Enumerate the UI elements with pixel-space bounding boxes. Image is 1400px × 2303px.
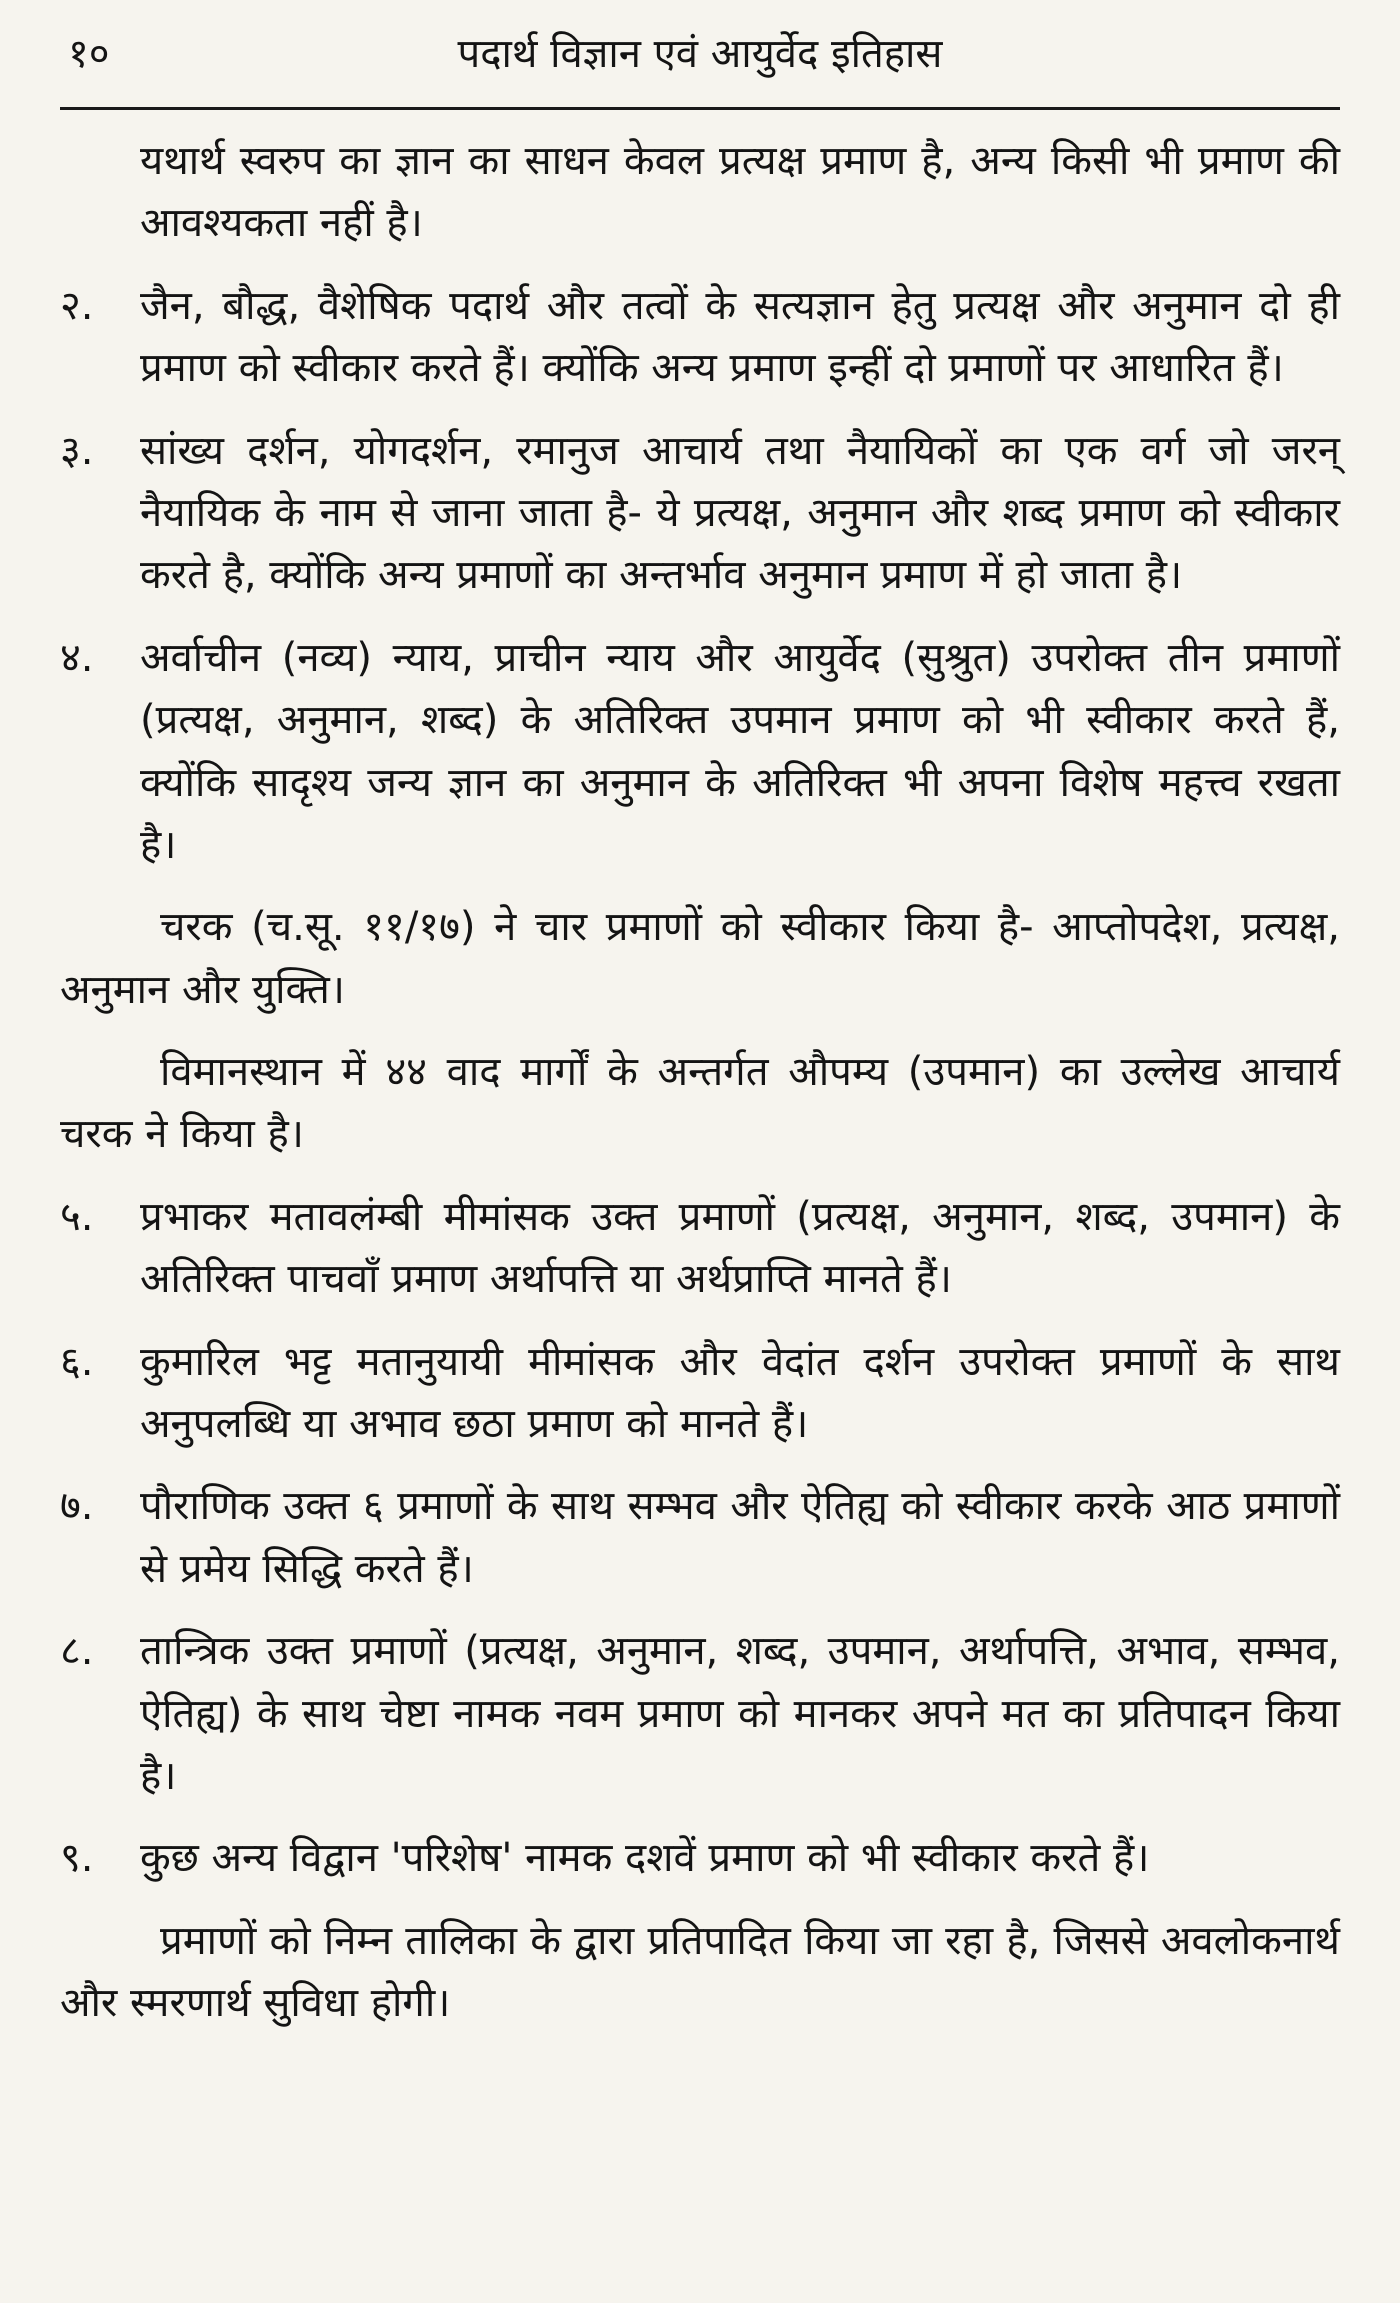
list-item [60,1186,1340,1311]
charak-paragraph: चरक (च.सू. ११/१७) ने चार प्रमाणों को स्वीकार किया है- आप्तोपदेश, प्रत्यक्ष, अनुमान और युक्ति। [60,904,1340,1013]
page-number: १० [68,31,110,77]
list-text: कुमारिल भट्ट मतानुयायी मीमांसक और वेदांत दर्शन उपरोक्त प्रमाणों के साथ अनुपलब्धि या अभाव छठा प्रमाण को मानते हैं। [140,1338,1340,1448]
list-text: अर्वाचीन (नव्य) न्याय, प्राचीन न्याय और आयुर्वेद (सुश्रुत) उपरोक्त तीन प्रमाणों (प्रत्यक्ष, अनुमान, शब्द) के अतिरिक्त उपमान प्रमाण को भी स्वीकार करते हैं, क्योंकि सादृश्य जन्य ज्ञान का अनुमान के अतिरिक्त भी अपना विशेष महत्त्व रखता है। [140,634,1340,868]
running-title: पदार्थ विज्ञान एवं आयुर्वेद इतिहास [457,31,943,77]
list-number: ५. [60,1193,94,1240]
list-number: ३. [60,427,94,474]
list-number: ६. [60,1338,94,1385]
list-text: पौराणिक उक्त ६ प्रमाणों के साथ सम्भव और ऐतिह्य को स्वीकार करके आठ प्रमाणों से प्रमेय सिद्धि करते हैं। [140,1483,1340,1592]
page-header [60,0,1340,110]
list-item [60,1331,1340,1456]
list-item [60,627,1340,877]
body-text [60,130,1340,2055]
list-text: जैन, बौद्ध, वैशेषिक पदार्थ और तत्वों के सत्यज्ञान हेतु प्रत्यक्ष और अनुमान दो ही प्रमाण को स्वीकार करते हैं। क्योंकि अन्य प्रमाण इन्हीं दो प्रमाणों पर आधारित हैं। [140,282,1340,392]
list-number: २. [60,282,94,329]
list-number: ९. [60,1835,94,1882]
list-number: ४. [60,634,94,681]
closing-paragraph: प्रमाणों को निम्न तालिका के द्वारा प्रतिपादित किया जा रहा है, जिससे अवलोकनार्थ और स्मरणार्थ सुविधा होगी। [60,1917,1340,2027]
list-text: तान्त्रिक उक्त प्रमाणों (प्रत्यक्ष, अनुमान, शब्द, उपमान, अर्थापत्ति, अभाव, सम्भव, ऐतिह्य) के साथ चेष्टा नामक नवम प्रमाण को मानकर अपने मत का प्रतिपादन किया है। [140,1628,1340,1799]
list-item [60,420,1340,607]
book-page [60,0,1340,2303]
list-text: सांख्य दर्शन, योगदर्शन, रमानुज आचार्य तथा नैयायिकों का एक वर्ग जो जरन् नैयायिक के नाम से जाना जाता है- ये प्रत्यक्ष, अनुमान और शब्द प्रमाण को स्वीकार करते है, क्योंकि अन्य प्रमाणों का अन्तर्भाव अनुमान प्रमाण में हो जाता है। [140,427,1340,599]
list-item [60,1827,1340,1889]
list-text: कुछ अन्य विद्वान 'परिशेष' नामक दशवें प्रमाण को भी स्वीकार करते हैं। [140,1835,1150,1882]
list-item [60,1620,1340,1807]
list-item [60,275,1340,400]
list-item [60,1475,1340,1600]
intro-paragraph: यथार्थ स्वरुप का ज्ञान का साधन केवल प्रत्यक्ष प्रमाण है, अन्य किसी भी प्रमाण की आवश्यकता नहीं है। [140,138,1340,247]
list-text: प्रभाकर मतावलंम्बी मीमांसक उक्त प्रमाणों (प्रत्यक्ष, अनुमान, शब्द, उपमान) के अतिरिक्त पाचवाँ प्रमाण अर्थापत्ति या अर्थप्राप्ति मानते हैं। [140,1193,1340,1303]
list-number: ७. [60,1483,94,1530]
list-number: ८. [60,1628,94,1675]
vimanasthana-paragraph: विमानस्थान में ४४ वाद मार्गों के अन्तर्गत औपम्य (उपमान) का उल्लेख आचार्य चरक ने किया है। [60,1049,1340,1158]
